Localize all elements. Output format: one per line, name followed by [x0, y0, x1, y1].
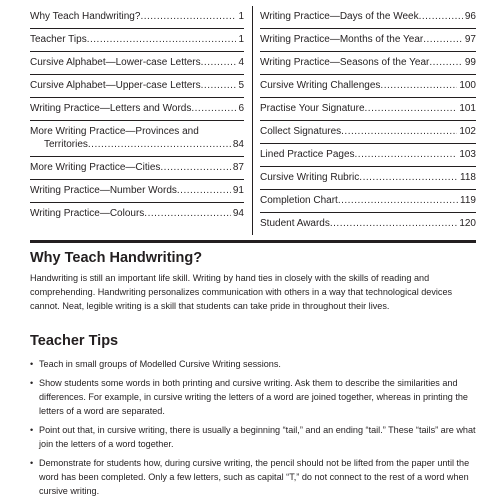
- toc-entry[interactable]: Collect Signatures ..... 102: [260, 121, 476, 144]
- table-of-contents: [30, 6, 476, 235]
- toc-entry[interactable]: Writing Practice—Days of the Week ..... 96: [260, 6, 476, 29]
- toc-entry[interactable]: Why Teach Handwriting? ..... 1: [30, 6, 244, 29]
- toc-page-number: 87: [232, 162, 244, 173]
- toc-page-number: 101: [459, 103, 476, 114]
- toc-page-number: 100: [459, 80, 476, 91]
- toc-page-number: 84: [232, 139, 244, 150]
- toc-entry[interactable]: Cursive Writing Rubric ..... 118: [260, 167, 476, 190]
- section-heading-tips: Teacher Tips: [30, 333, 119, 349]
- toc-left-column: [30, 6, 253, 235]
- toc-page-number: 103: [459, 149, 476, 160]
- toc-entry[interactable]: Writing Practice—Letters and Words ..... 6: [30, 98, 244, 121]
- toc-page-number: 97: [464, 34, 476, 45]
- toc-entry[interactable]: Cursive Writing Challenges ..... 100: [260, 75, 476, 98]
- toc-right-column: [253, 6, 476, 235]
- toc-entry[interactable]: Lined Practice Pages ..... 103: [260, 144, 476, 167]
- why-paragraph: Handwriting is still an important life skill. Writing by hand ties in closely with the skills of reading and comprehending. Handwriting personalizes communication with others in a way that technological devices cannot. Neat, legible writing is a skill that students can take pride in throughout their lives.: [30, 273, 453, 311]
- toc-page-number: 94: [232, 208, 244, 219]
- toc-page-number: 1: [238, 11, 244, 22]
- toc-entry[interactable]: Practise Your Signature ..... 101: [260, 98, 476, 121]
- toc-entry[interactable]: Cursive Alphabet—Lower-case Letters ..... 4: [30, 52, 244, 75]
- toc-page-number: 96: [464, 11, 476, 22]
- toc-page-number: 99: [464, 57, 476, 68]
- toc-page-number: 119: [460, 195, 476, 206]
- toc-entry[interactable]: Writing Practice—Colours ..... 94: [30, 203, 244, 225]
- teacher-tips-list: [30, 357, 480, 500]
- toc-entry[interactable]: More Writing Practice—Cities ..... 87: [30, 157, 244, 180]
- toc-entry[interactable]: Cursive Alphabet—Upper-case Letters ..... 5: [30, 75, 244, 98]
- section-heading-why: Why Teach Handwriting?: [30, 250, 203, 266]
- toc-entry[interactable]: Teacher Tips ..... 1: [30, 29, 244, 52]
- toc-page-number: 4: [238, 57, 244, 68]
- toc-page-number: 91: [232, 185, 244, 196]
- toc-page-number: 6: [238, 103, 244, 114]
- bullet: •: [30, 359, 34, 369]
- toc-entry[interactable]: Completion Chart ..... 119: [260, 190, 476, 213]
- toc-entry[interactable]: More Writing Practice—Provinces and Territories ..... 84: [30, 121, 244, 157]
- toc-page-number: 120: [459, 218, 476, 229]
- section-divider: [30, 240, 476, 243]
- toc-entry[interactable]: Writing Practice—Months of the Year ..... 97: [260, 29, 476, 52]
- bullet: •: [30, 458, 34, 468]
- bullet: •: [30, 425, 34, 435]
- toc-entry[interactable]: Writing Practice—Number Words ..... 91: [30, 180, 244, 203]
- toc-page-number: 5: [238, 80, 244, 91]
- bullet: •: [30, 378, 34, 388]
- toc-page-number: 102: [459, 126, 476, 137]
- toc-entry[interactable]: Writing Practice—Seasons of the Year ..... 99: [260, 52, 476, 75]
- list-item: • Teach in small groups of Modelled Cursive Writing sessions.: [30, 359, 281, 369]
- toc-page-number: 118: [460, 172, 476, 183]
- list-item: • Point out that, in cursive writing, there is usually a beginning “tail,” and an ending “tail.” These “tails” are what join the letters of a word together.: [30, 425, 476, 449]
- list-item: • Show students some words in both printing and cursive writing. Ask them to describe the similarities and differences. For example, in cursive writing the letters of a word are joined together, whereas in printing the letters of a word are separated.: [30, 378, 468, 416]
- toc-page-number: 1: [238, 34, 244, 45]
- toc-entry[interactable]: Student Awards ..... 120: [260, 213, 476, 235]
- list-item: • Demonstrate for students how, during cursive writing, the pencil should not be lifted from the paper until the word has been completed. Only a few letters, such as capital “T,” do not connect to the rest of a word when cursive writing.: [30, 458, 470, 496]
